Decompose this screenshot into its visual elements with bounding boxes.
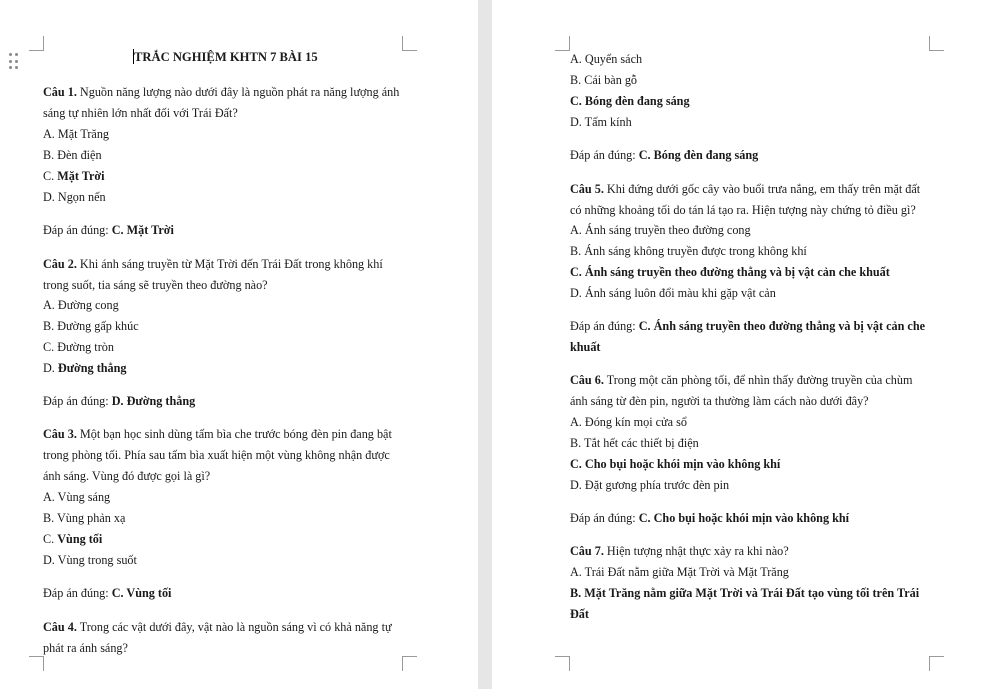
question-5-line-1[interactable] [570, 181, 920, 197]
q5-answer-line-2[interactable]: khuất [570, 340, 601, 354]
answer-prefix: Đáp án đúng: [43, 586, 112, 600]
document-page-right[interactable] [492, 0, 994, 689]
margin-corner-top-left [29, 36, 44, 51]
q4-option-c[interactable]: C. Bóng đèn đang sáng [570, 94, 690, 108]
question-label: Câu 4. [43, 620, 77, 634]
question-text: Khi ánh sáng truyền từ Mặt Trời đến Trái Đất trong không khí [76, 257, 383, 271]
answer-prefix: Đáp án đúng: [570, 319, 639, 333]
q2-answer[interactable] [43, 393, 195, 409]
q6-option-b[interactable]: B. Tắt hết các thiết bị điện [570, 436, 699, 450]
option-prefix: D. [43, 361, 58, 375]
option-correct-text: Vùng tối [57, 532, 103, 546]
q4-option-d[interactable]: D. Tấm kính [570, 115, 632, 129]
q4-option-a[interactable]: A. Quyển sách [570, 52, 643, 66]
q3-answer[interactable] [43, 585, 171, 601]
margin-corner-top-left [555, 36, 570, 51]
option-prefix: C. [43, 532, 58, 546]
question-6-line-2[interactable]: ánh sáng từ đèn pin, người ta thường làm cách nào dưới đây? [570, 394, 869, 408]
option-prefix: C. [43, 169, 58, 183]
margin-corner-bottom-left [29, 656, 44, 671]
question-text: Trong các vật dưới đây, vật nào là nguồn sáng vì có khả năng tự [76, 620, 392, 634]
q6-option-d[interactable]: D. Đặt gương phía trước đèn pin [570, 478, 730, 492]
answer-text: C. Cho bụi hoặc khói mịn vào không khí [638, 511, 850, 525]
question-label: Câu 2. [43, 257, 77, 271]
question-7-line-1[interactable] [570, 543, 789, 559]
margin-corner-top-right [402, 36, 417, 51]
answer-text: C. Vùng tối [111, 586, 172, 600]
question-3-line-1[interactable] [43, 426, 392, 442]
q6-answer[interactable] [570, 510, 849, 526]
q3-option-c[interactable] [43, 531, 102, 547]
question-3-line-2[interactable]: trong phòng tối. Phía sau tấm bìa xuất hiện một vùng không nhận được [43, 448, 390, 462]
answer-prefix: Đáp án đúng: [570, 148, 639, 162]
q1-option-b[interactable]: B. Đèn điện [43, 148, 102, 162]
question-2-line-2[interactable]: trong suốt, tia sáng sẽ truyền theo đường nào? [43, 278, 268, 292]
q2-option-c[interactable]: C. Đường tròn [43, 340, 114, 354]
question-label: Câu 7. [570, 544, 604, 558]
q1-option-d[interactable]: D. Ngọn nến [43, 190, 106, 204]
q7-option-a[interactable]: A. Trái Đất nằm giữa Mặt Trời và Mặt Trăng [570, 565, 789, 579]
question-text: Khi đứng dưới gốc cây vào buổi trưa nắng, em thấy trên mặt đất [603, 182, 921, 196]
drag-handle-icon[interactable] [9, 53, 19, 71]
margin-corner-top-right [929, 36, 944, 51]
margin-corner-bottom-left [555, 656, 570, 671]
q6-option-c[interactable]: C. Cho bụi hoặc khói mịn vào không khí [570, 457, 781, 471]
question-label: Câu 6. [570, 373, 604, 387]
q1-option-c[interactable] [43, 168, 104, 184]
q1-option-a[interactable]: A. Mặt Trăng [43, 127, 110, 141]
q2-option-a[interactable]: A. Đường cong [43, 298, 119, 312]
option-correct-text: Đường thẳng [57, 361, 127, 375]
question-text: Nguồn năng lượng nào dưới đây là nguồn phát ra năng lượng ánh [76, 85, 400, 99]
q5-option-c[interactable]: C. Ánh sáng truyền theo đường thẳng và bị vật cản che khuất [570, 265, 890, 279]
answer-prefix: Đáp án đúng: [43, 223, 112, 237]
answer-text: C. Mặt Trời [111, 223, 174, 237]
q7-option-b-line-2[interactable]: Đất [570, 607, 589, 621]
page-gap [478, 0, 492, 689]
q4-option-b[interactable]: B. Cái bàn gỗ [570, 73, 638, 87]
question-label: Câu 3. [43, 427, 77, 441]
answer-prefix: Đáp án đúng: [43, 394, 112, 408]
question-3-line-3[interactable]: ánh sáng. Vùng đó được gọi là gì? [43, 469, 211, 483]
question-6-line-1[interactable] [570, 372, 912, 388]
question-text: Hiện tượng nhật thực xảy ra khi nào? [603, 544, 789, 558]
answer-prefix: Đáp án đúng: [570, 511, 639, 525]
q5-option-d[interactable]: D. Ánh sáng luôn đổi màu khi gặp vật cản [570, 286, 776, 300]
q3-option-b[interactable]: B. Vùng phản xạ [43, 511, 126, 525]
q3-option-a[interactable]: A. Vùng sáng [43, 490, 111, 504]
q1-answer[interactable] [43, 222, 174, 238]
answer-text: D. Đường thẳng [111, 394, 196, 408]
q6-option-a[interactable]: A. Đóng kín mọi cửa sổ [570, 415, 687, 429]
q5-answer-line-1[interactable] [570, 318, 925, 334]
question-text: Một bạn học sinh dùng tấm bìa che trước bóng đèn pin đang bật [76, 427, 392, 441]
question-label: Câu 1. [43, 85, 77, 99]
question-2-line-1[interactable] [43, 256, 383, 272]
q2-option-b[interactable]: B. Đường gấp khúc [43, 319, 139, 333]
q2-option-d[interactable] [43, 360, 127, 376]
q5-option-b[interactable]: B. Ánh sáng không truyền được trong không khí [570, 244, 807, 258]
document-page-left[interactable] [0, 0, 478, 689]
document-title[interactable]: TRẮC NGHIỆM KHTN 7 BÀI 15 [134, 50, 318, 64]
option-correct-text: Mặt Trời [57, 169, 105, 183]
question-label: Câu 5. [570, 182, 604, 196]
q3-option-d[interactable]: D. Vùng trong suốt [43, 553, 137, 567]
question-1-line-2[interactable]: sáng tự nhiên lớn nhất đối với Trái Đất? [43, 106, 238, 120]
answer-text: C. Bóng đèn đang sáng [638, 148, 759, 162]
margin-corner-bottom-right [402, 656, 417, 671]
question-1-line-1[interactable] [43, 84, 399, 100]
question-5-line-2[interactable]: có những khoảng tối do tán lá tạo ra. Hiện tượng này chứng tỏ điều gì? [570, 203, 916, 217]
margin-corner-bottom-right [929, 656, 944, 671]
question-4-line-1[interactable] [43, 619, 392, 635]
q5-option-a[interactable]: A. Ánh sáng truyền theo đường cong [570, 223, 751, 237]
question-text: Trong một căn phòng tối, để nhìn thấy đường truyền của chùm [603, 373, 913, 387]
q4-answer[interactable] [570, 147, 758, 163]
question-4-line-2[interactable]: phát ra ánh sáng? [43, 641, 128, 655]
answer-text: C. Ánh sáng truyền theo đường thẳng và bị vật cản che [638, 319, 926, 333]
q7-option-b-line-1[interactable]: B. Mặt Trăng nằm giữa Mặt Trời và Trái Đất tạo vùng tối trên Trái [570, 586, 920, 600]
